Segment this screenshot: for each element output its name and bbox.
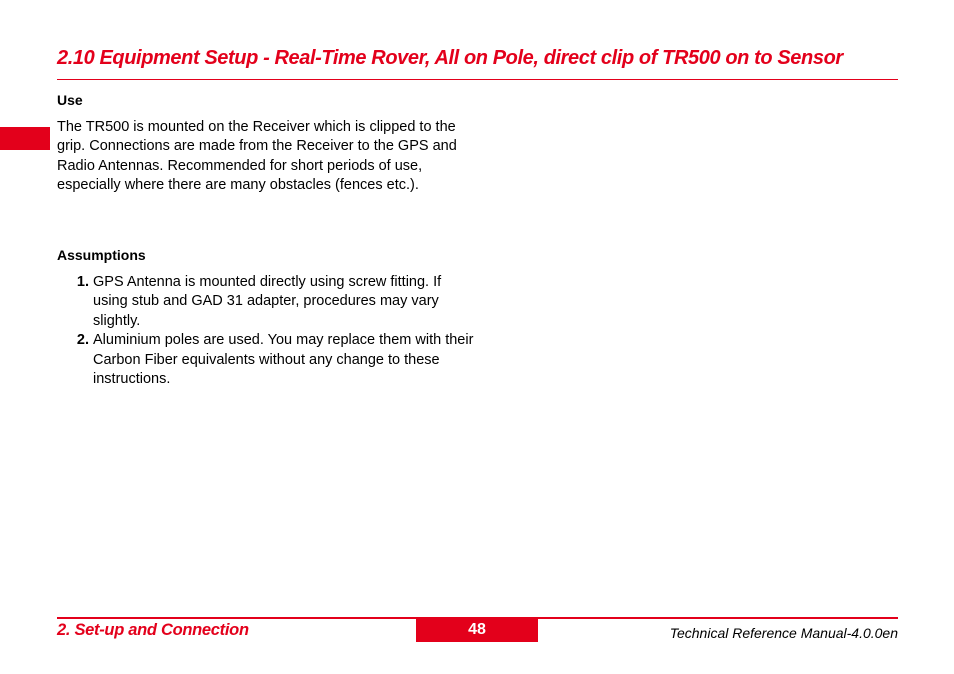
list-item-text: Aluminium poles are used. You may replace them with their Carbon Fiber equivalents without any change to these instructions. xyxy=(93,332,474,388)
title-divider xyxy=(57,79,898,80)
list-item-number: 1. xyxy=(76,274,89,290)
footer-chapter-title: 2. Set-up and Connection xyxy=(57,621,249,639)
list-item-text: GPS Antenna is mounted directly using screw fitting. If using stub and GAD 31 adapter, procedures may vary slightly. xyxy=(93,274,442,329)
use-paragraph: The TR500 is mounted on the Receiver which is clipped to the grip. Connections are made from the Receiver to the GPS and Radio Antennas. Recommended for short periods of use, especially where there are many obstacles (fences etc.). xyxy=(57,119,457,194)
page-title: 2.10 Equipment Setup - Real-Time Rover, All on Pole, direct clip of TR500 on to Sensor xyxy=(57,47,843,69)
use-heading: Use xyxy=(57,92,83,108)
chapter-side-tab xyxy=(0,127,50,150)
assumptions-heading: Assumptions xyxy=(57,247,146,263)
assumptions-list xyxy=(57,273,477,389)
page-number-badge: 48 xyxy=(416,619,538,642)
list-item-number: 2. xyxy=(76,332,89,349)
list-item xyxy=(57,273,477,331)
footer-manual-name: Technical Reference Manual-4.0.0en xyxy=(669,625,898,641)
list-item xyxy=(57,331,477,389)
